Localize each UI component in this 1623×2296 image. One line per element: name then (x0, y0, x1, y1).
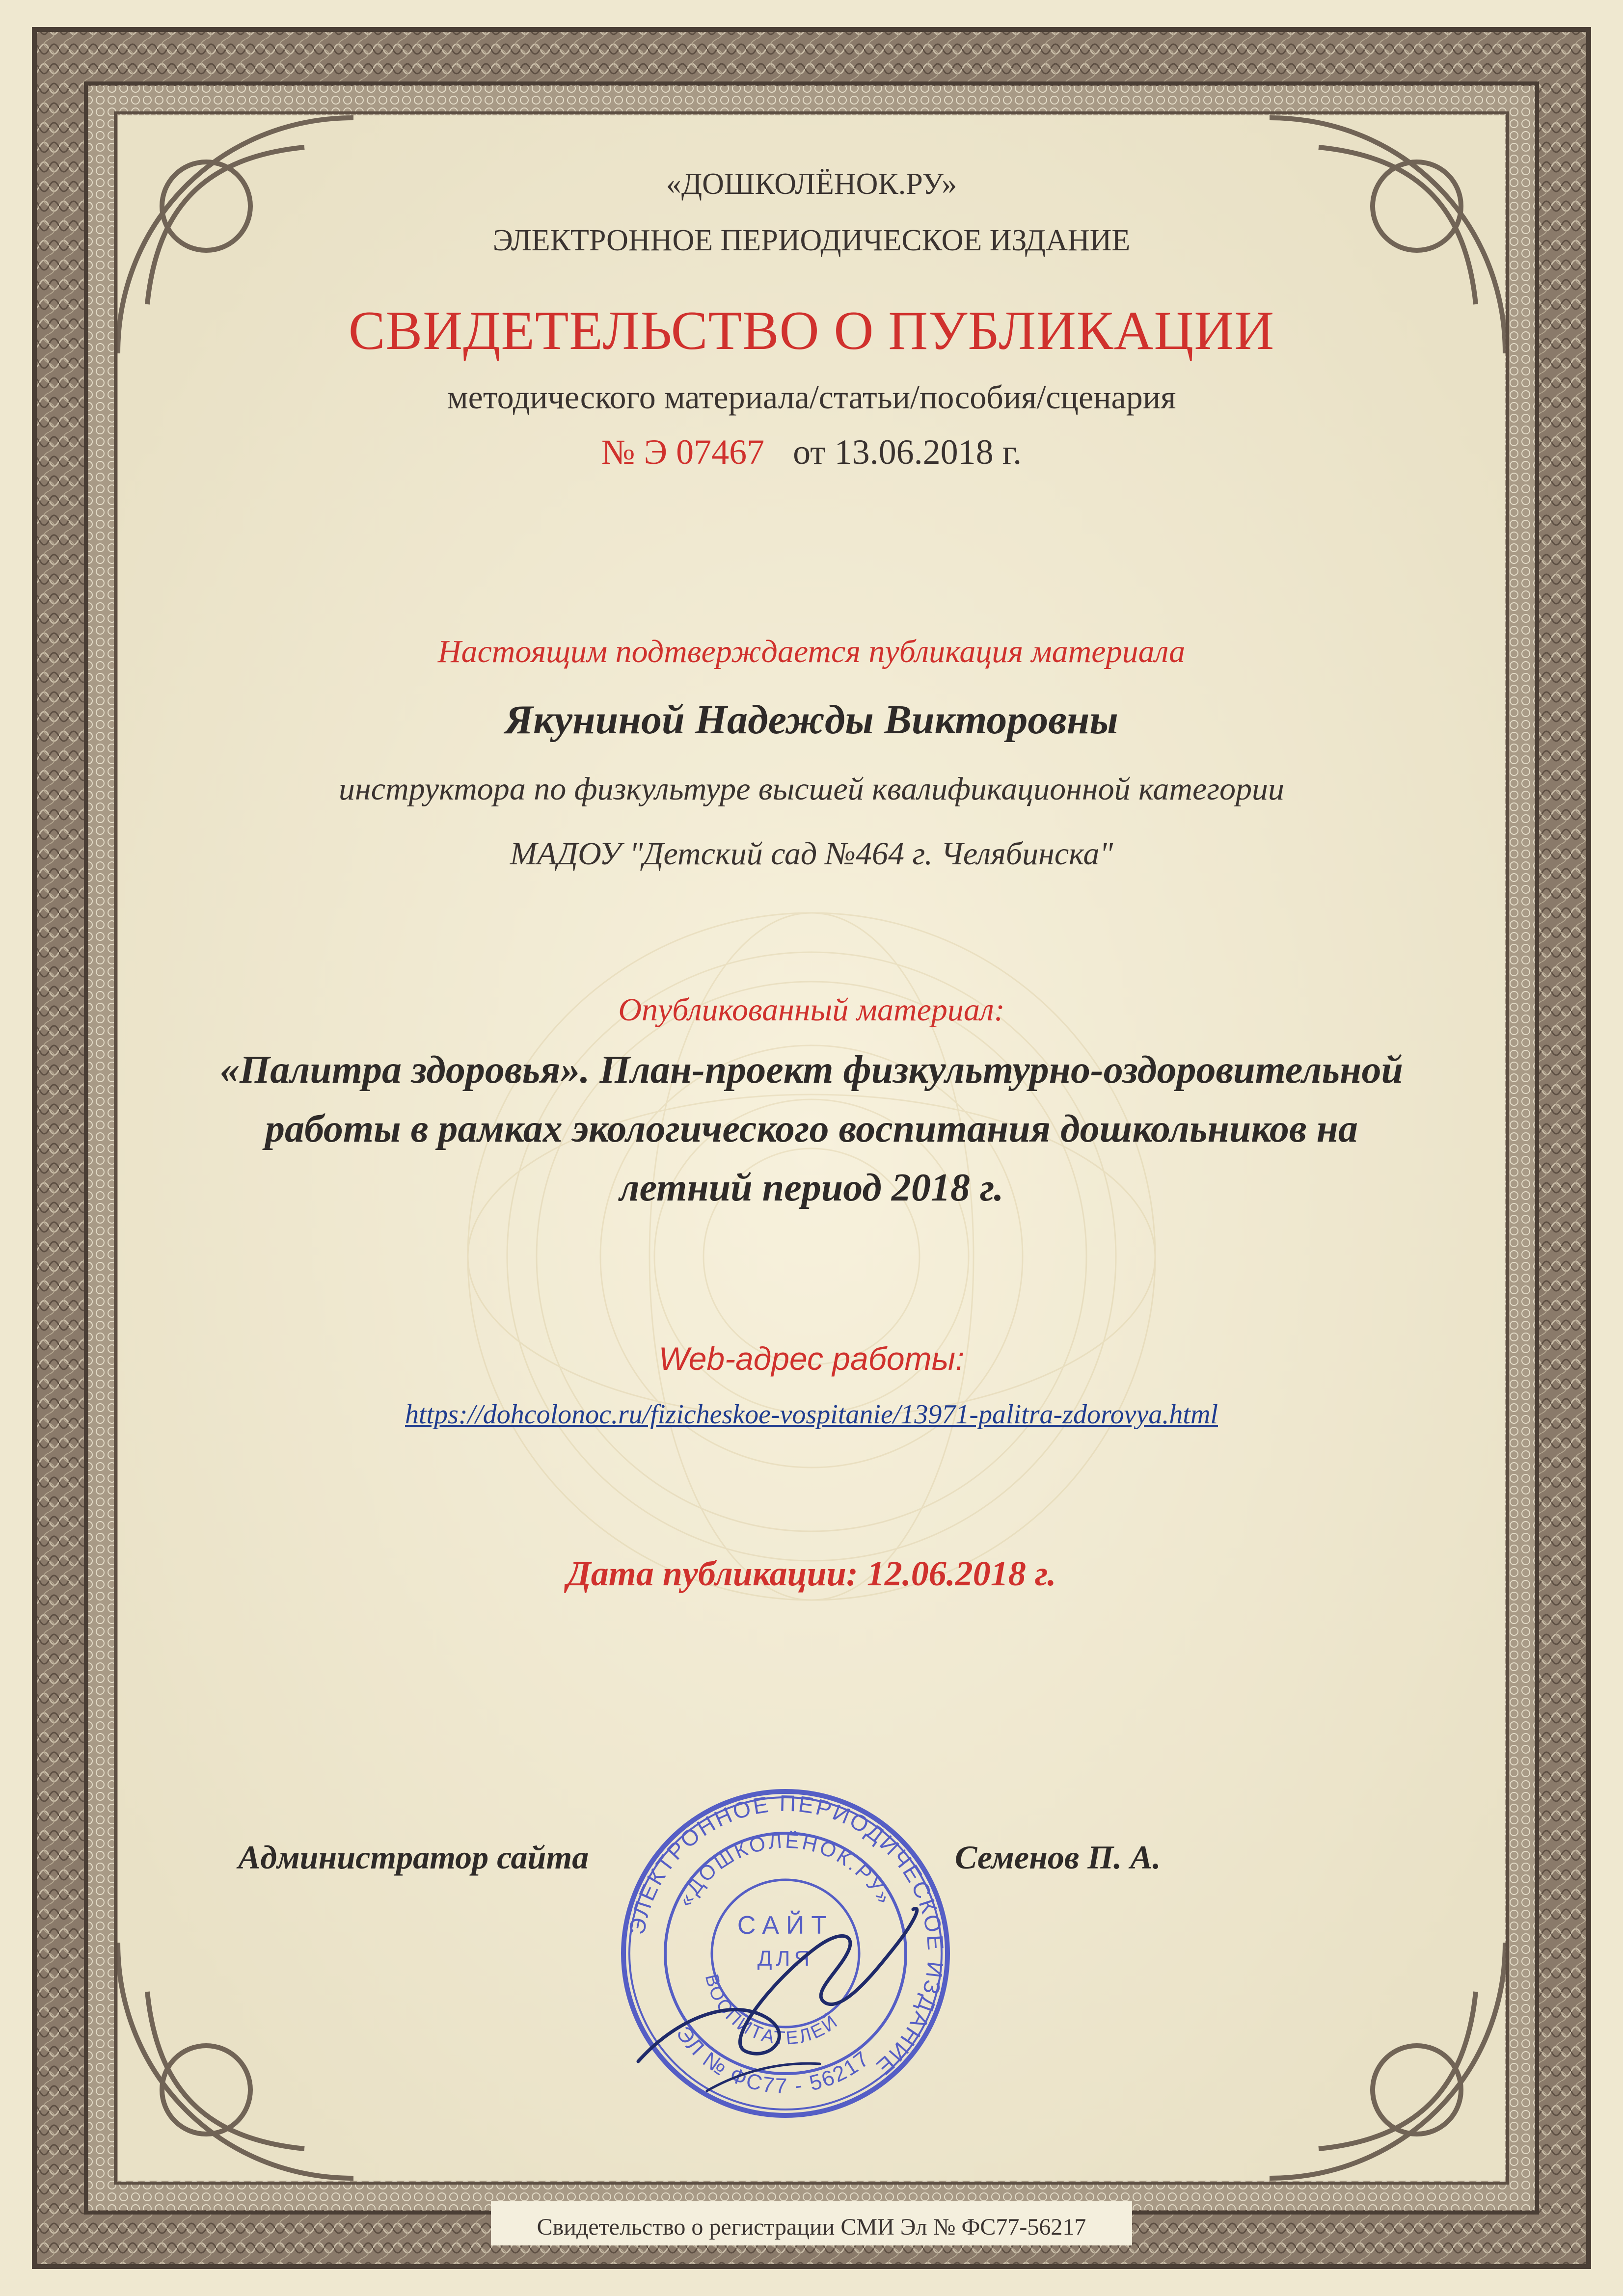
certificate-number: № Э 07467 (601, 432, 765, 472)
publisher-type: ЭЛЕКТРОННОЕ ПЕРИОДИЧЕСКОЕ ИЗДАНИЕ (492, 224, 1131, 257)
web-address-link[interactable]: https://dohcolonoc.ru/fizicheskoe-vospitanie/13971-palitra-zdorovya.html (405, 1399, 1218, 1430)
stamp-middle-text: «ДОШКОЛЁНОК.РУ» (673, 1829, 897, 1911)
stamp-outer-text: ЭЛЕКТРОННОЕ ПЕРИОДИЧЕСКОЕ ИЗДАНИЕ (623, 1790, 949, 2082)
author-name: Якуниной Надежды Викторовны (505, 697, 1118, 743)
admin-name: Семенов П. А. (955, 1839, 1161, 1876)
certificate-subtitle: методического материала/статьи/пособия/сценария (447, 378, 1176, 416)
web-address-link-line (196, 1399, 1427, 1430)
publisher-name: «ДОШКОЛЁНОК.РУ» (666, 167, 957, 201)
material-title-line: «Палитра здоровья». План-проект физкультурно-оздоровительной (220, 1048, 1403, 1092)
admin-label: Администратор сайта (238, 1839, 589, 1876)
author-organization: МАДОУ "Детский сад №464 г. Челябинска" (510, 836, 1113, 872)
stamp-inner-top: САЙТ (737, 1911, 834, 1940)
publication-date: Дата публикации: 12.06.2018 г. (567, 1554, 1056, 1593)
certificate-title: СВИДЕТЕЛЬСТВО О ПУБЛИКАЦИИ (348, 300, 1275, 361)
registration-footer: Свидетельство о регистрации СМИ Эл № ФС77-56217 (537, 2214, 1086, 2240)
stamp-bottom-text: ЭЛ № ФС77 - 56217 (671, 2022, 875, 2099)
material-label: Опубликованный материал: (618, 992, 1005, 1028)
author-position: инструктора по физкультуре высшей квалификационной категории (338, 771, 1285, 807)
svg-text:«ДОШКОЛЁНОК.РУ» (674, 1829, 897, 1910)
stamp-inner-bottom: ВОСПИТАТЕЛЕЙ (701, 1972, 843, 2049)
web-address-label: Web-адрес работы: (658, 1340, 965, 1377)
stamp-inner-mid: ДЛЯ (757, 1947, 814, 1971)
material-title-line: летний период 2018 г. (619, 1166, 1004, 1209)
certificate-number-line (196, 432, 1427, 473)
stamp-seal (619, 1787, 952, 2120)
certificate-issue-date: от 13.06.2018 г. (793, 432, 1022, 472)
confirm-text: Настоящим подтверждается публикация материала (437, 634, 1186, 669)
material-title-line: работы в рамках экологического воспитания дошкольников на (265, 1107, 1358, 1150)
